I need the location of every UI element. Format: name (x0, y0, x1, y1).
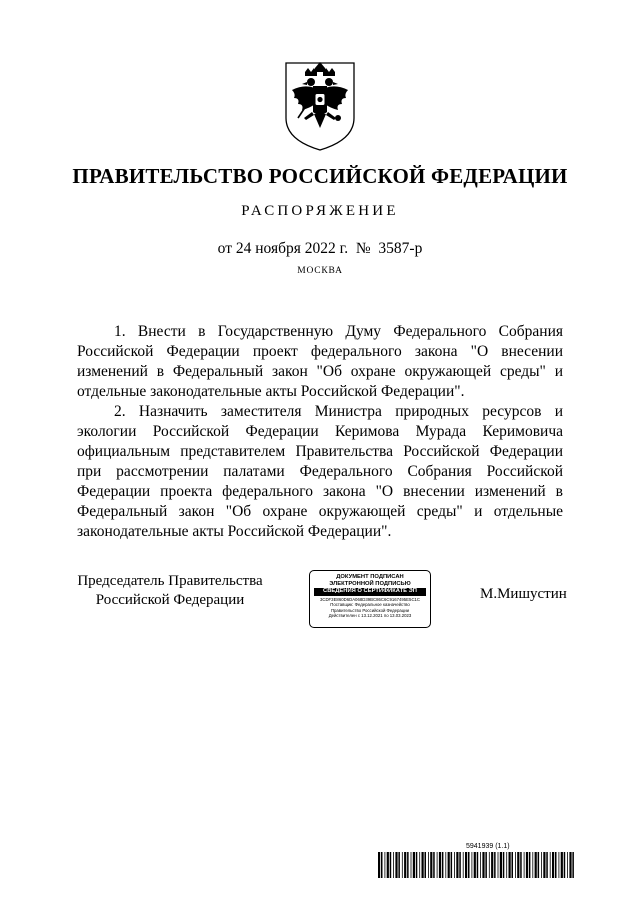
double-headed-eagle-icon (282, 60, 358, 152)
signatory-position-line2: Российской Федерации (95, 592, 245, 608)
stamp-issuer: Поставщик: Федеральное казначейство (330, 602, 410, 608)
stamp-line2: ЭЛЕКТРОННОЙ ПОДПИСЬЮ (329, 580, 411, 587)
stamp-line1: ДОКУМЕНТ ПОДПИСАН (336, 574, 404, 580)
paragraph-2: 2. Назначить заместителя Министра природных ресурсов и экологии Российской Федерации Керимова Мурада Керимовича официальным представителем Правительства Российской Федерации при рассмотрении палатами Федерального Собрания Российской Федерации проекта федерального закона "О внесении изменений в Федеральный закон "Об охране окружающей среды" и отдельные законодательные акты Российской Федерации". (77, 403, 563, 540)
paragraph-1: 1. Внести в Государственную Думу Федерального Собрания Российской Федерации проект федерального закона "О внесении изменений в Федеральный закон "Об охране окружающей среды" и отдельные законодательные акты Российской Федерации". (77, 323, 563, 400)
electronic-signature-stamp (309, 570, 431, 628)
government-title: ПРАВИТЕЛЬСТВО РОССИЙСКОЙ ФЕДЕРАЦИИ (72, 164, 568, 188)
stamp-validity: Действителен с 13.12.2021 по 13.03.2023 (328, 613, 412, 619)
document-type: РАСПОРЯЖЕНИЕ (241, 203, 399, 219)
stamp-certificate-bar: СВЕДЕНИЯ О СЕРТИФИКАТЕ ЭП (314, 588, 426, 596)
signatory-position-line1: Председатель Правительства (77, 573, 263, 589)
document-body (77, 322, 563, 542)
city: МОСКВА (297, 266, 343, 276)
document-date-number: от 24 ноября 2022 г. № 3587-р (217, 240, 423, 257)
stamp-owner: Правительство Российской Федерации (330, 607, 410, 613)
signatory-position (70, 572, 270, 610)
signatory-name: М.Мишустин (480, 586, 567, 602)
barcode-icon (378, 852, 576, 878)
barcode-number: 5941939 (1.1) (466, 843, 510, 850)
stamp-serial: 3CDF3E860D6DA068D39BC86C6C9167495E5C1C (319, 596, 421, 602)
